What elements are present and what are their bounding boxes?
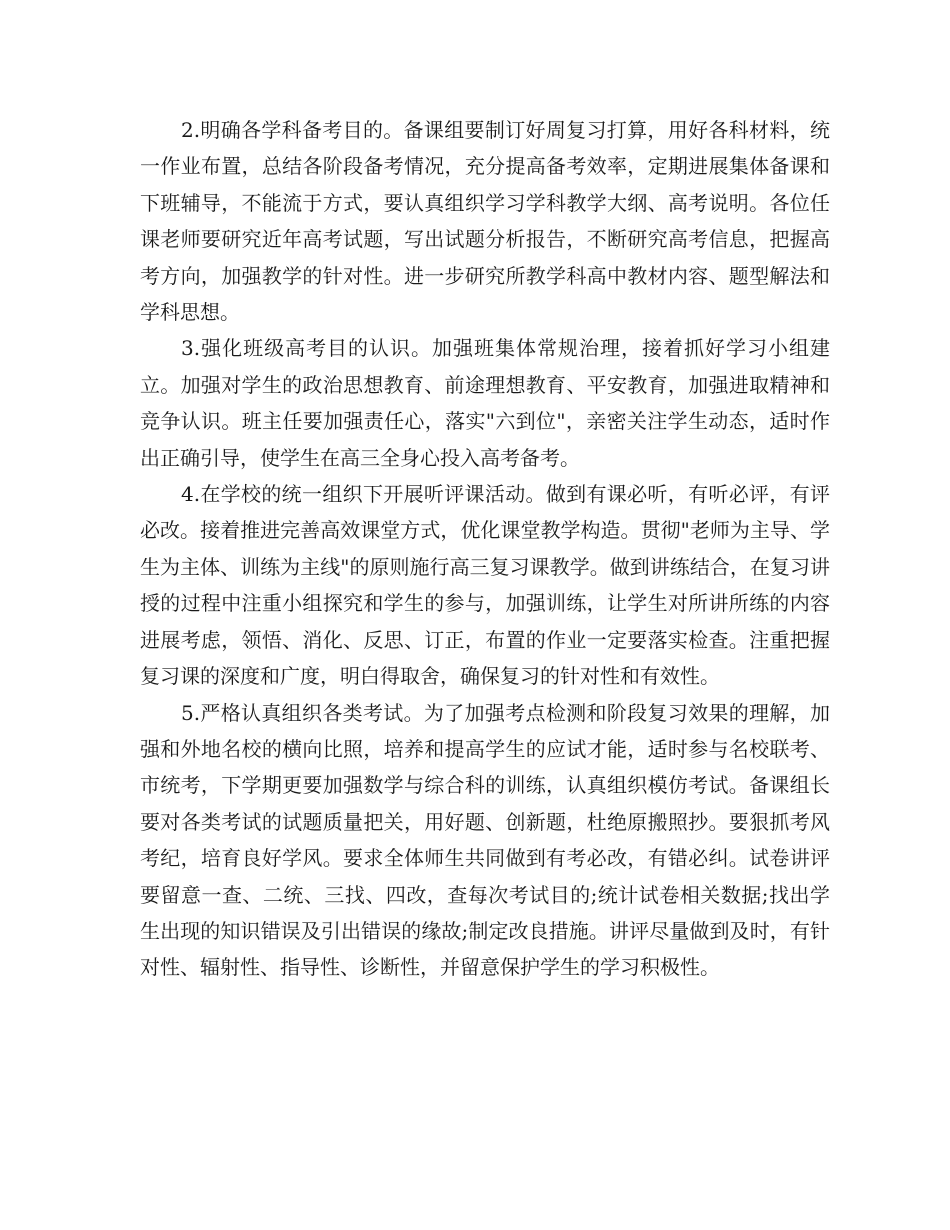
paragraph-2: 2.明确各学科备考目的。备课组要制订好周复习打算，用好各科材料，统一作业布置，总结各阶段备考情况，充分提高备考效率，定期进展集体备课和下班辅导，不能流于方式，要认真组织学习学科教学大纲、高考说明。各位任课老师要研究近年高考试题，写出试题分析报告，不断研究高考信息，把握高考方向，加强教学的针对性。进一步研究所教学科高中教材内容、题型解法和学科思想。 bbox=[140, 118, 830, 325]
document-body bbox=[140, 112, 830, 986]
paragraph-3: 3.强化班级高考目的认识。加强班集体常规治理，接着抓好学习小组建立。加强对学生的政治思想教育、前途理想教育、平安教育，加强进取精神和竞争认识。班主任要加强责任心，落实"六到位"，亲密关注学生动态，适时作出正确引导，使学生在高三全身心投入高考备考。 bbox=[140, 336, 830, 470]
paragraph-5: 5.严格认真组织各类考试。为了加强考点检测和阶段复习效果的理解，加强和外地名校的横向比照，培养和提高学生的应试才能，适时参与名校联考、市统考，下学期更要加强数学与综合科的训练，认真组织模仿考试。备课组长要对各类考试的试题质量把关，用好题、创新题，杜绝原搬照抄。要狠抓考风考纪，培育良好学风。要求全体师生共同做到有考必改，有错必纠。试卷讲评要留意一查、二统、三找、四改，查每次考试目的;统计试卷相关数据;找出学生出现的知识错误及引出错误的缘故;制定改良措施。讲评尽量做到及时，有针对性、辐射性、指导性、诊断性，并留意保护学生的学习积极性。 bbox=[140, 700, 830, 980]
paragraph-4: 4.在学校的统一组织下开展听评课活动。做到有课必听，有听必评，有评必改。接着推进完善高效课堂方式，优化课堂教学构造。贯彻"老师为主导、学生为主体、训练为主线"的原则施行高三复习课教学。做到讲练结合，在复习讲授的过程中注重小组探究和学生的参与，加强训练，让学生对所讲所练的内容进展考虑，领悟、消化、反思、订正，布置的作业一定要落实检查。注重把握复习课的深度和广度，明白得取舍，确保复习的针对性和有效性。 bbox=[140, 482, 830, 689]
